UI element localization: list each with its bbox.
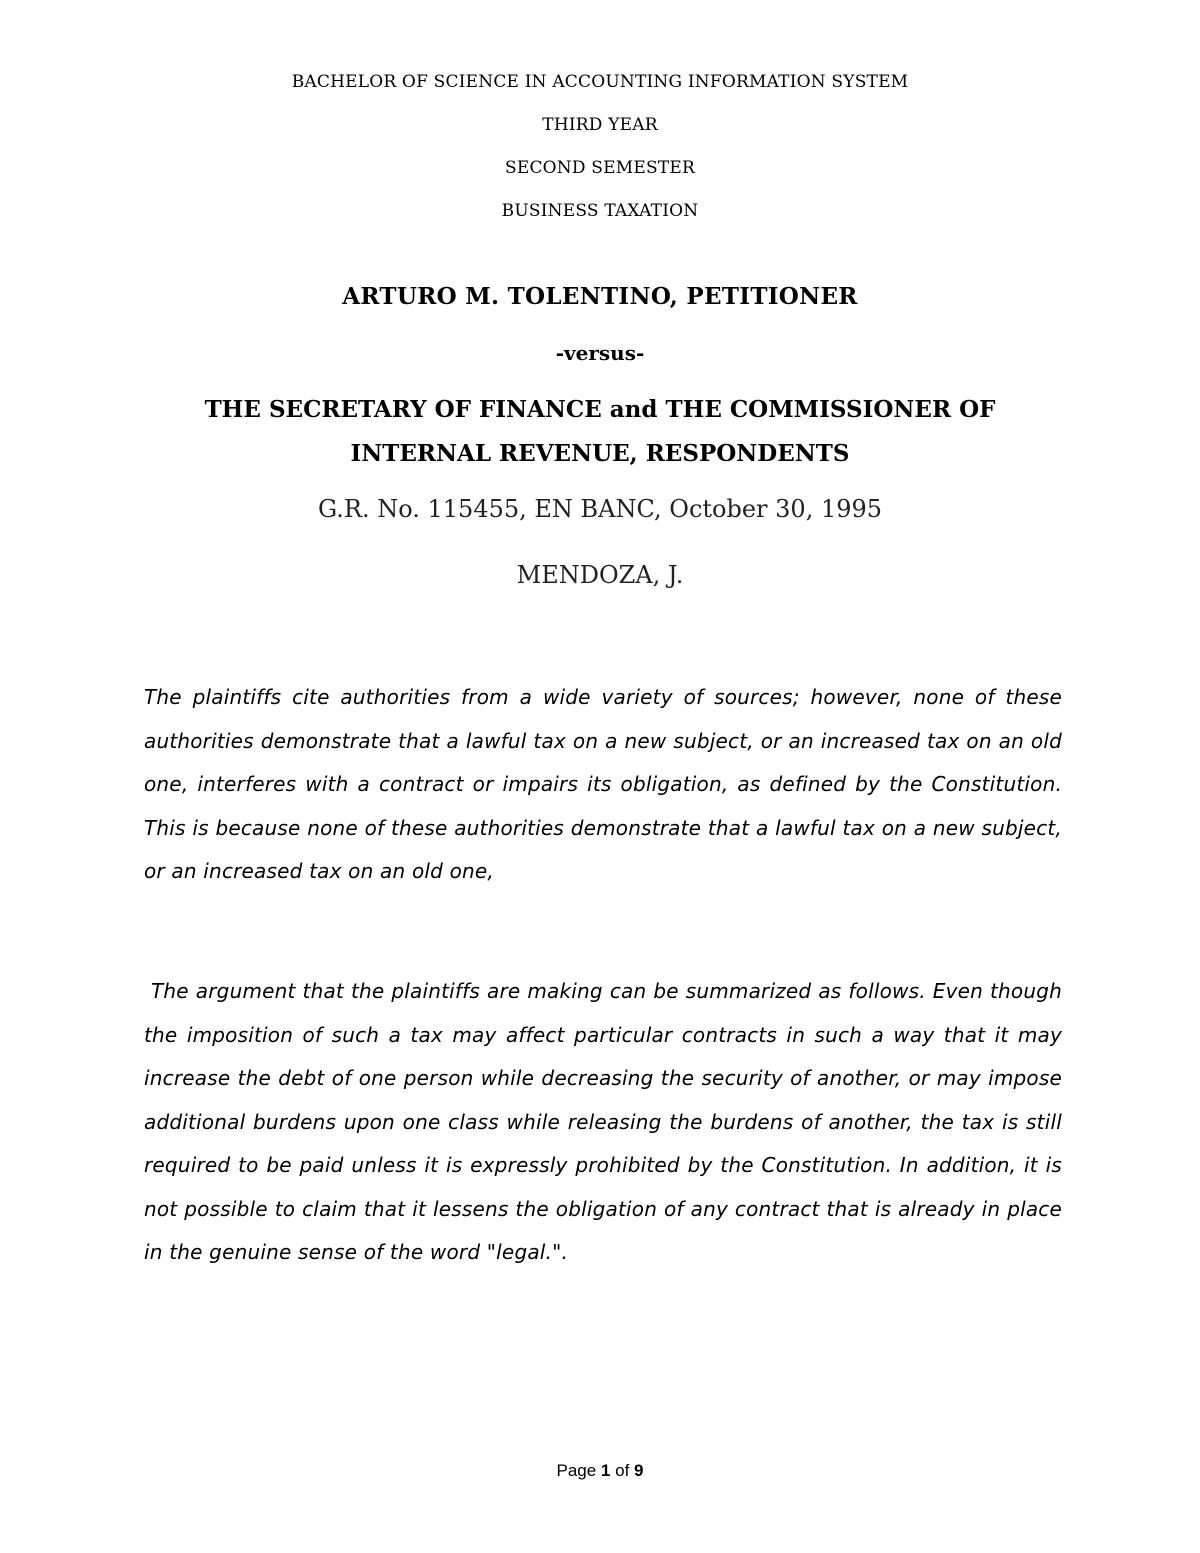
page-current: 1 xyxy=(600,1461,611,1480)
body-paragraph-1: The plaintiffs cite authorities from a wide variety of sources; however, none of these authorities demonstrate that a lawful tax on a new subject, or an increased tax on an old one, interferes with a contract or impairs its obligation, as defined by the Constitution. This is because none of these authorities demonstrate that a lawful tax on a new subject, or an increased tax on an old one, xyxy=(144,685,1062,883)
program-heading: BACHELOR OF SCIENCE IN ACCOUNTING INFORMATION SYSTEM xyxy=(291,72,909,92)
page-footer xyxy=(0,1461,1200,1481)
of-word: of xyxy=(615,1461,630,1480)
page-word: Page xyxy=(556,1461,597,1480)
case-citation: G.R. No. 115455, EN BANC, October 30, 1995 xyxy=(317,495,883,523)
page-total: 9 xyxy=(634,1461,644,1480)
body-paragraph-2: The argument that the plaintiffs are making can be summarized as follows. Even though the imposition of such a tax may affect particular contracts in such a way that it may increase the debt of one person while decreasing the security of another, or may impose additional burdens upon one class while releasing the burdens of another, the tax is still required to be paid unless it is expressly prohibited by the Constitution. In addition, it is not possible to claim that it lessens the obligation of any contract that is already in place in the genuine sense of the word "legal.". xyxy=(144,979,1069,1264)
course-heading: BUSINESS TAXATION xyxy=(501,201,699,221)
ponente: MENDOZA, J. xyxy=(516,561,684,589)
versus-label: -versus- xyxy=(555,341,645,365)
respondents-line-2: INTERNAL REVENUE, RESPONDENTS xyxy=(350,440,850,467)
year-heading: THIRD YEAR xyxy=(542,115,658,135)
petitioner-title: ARTURO M. TOLENTINO, PETITIONER xyxy=(342,283,858,310)
respondents-line-1: THE SECRETARY OF FINANCE and THE COMMISSIONER OF xyxy=(204,396,996,423)
respondents-title xyxy=(0,388,1200,476)
semester-heading: SECOND SEMESTER xyxy=(505,158,695,178)
